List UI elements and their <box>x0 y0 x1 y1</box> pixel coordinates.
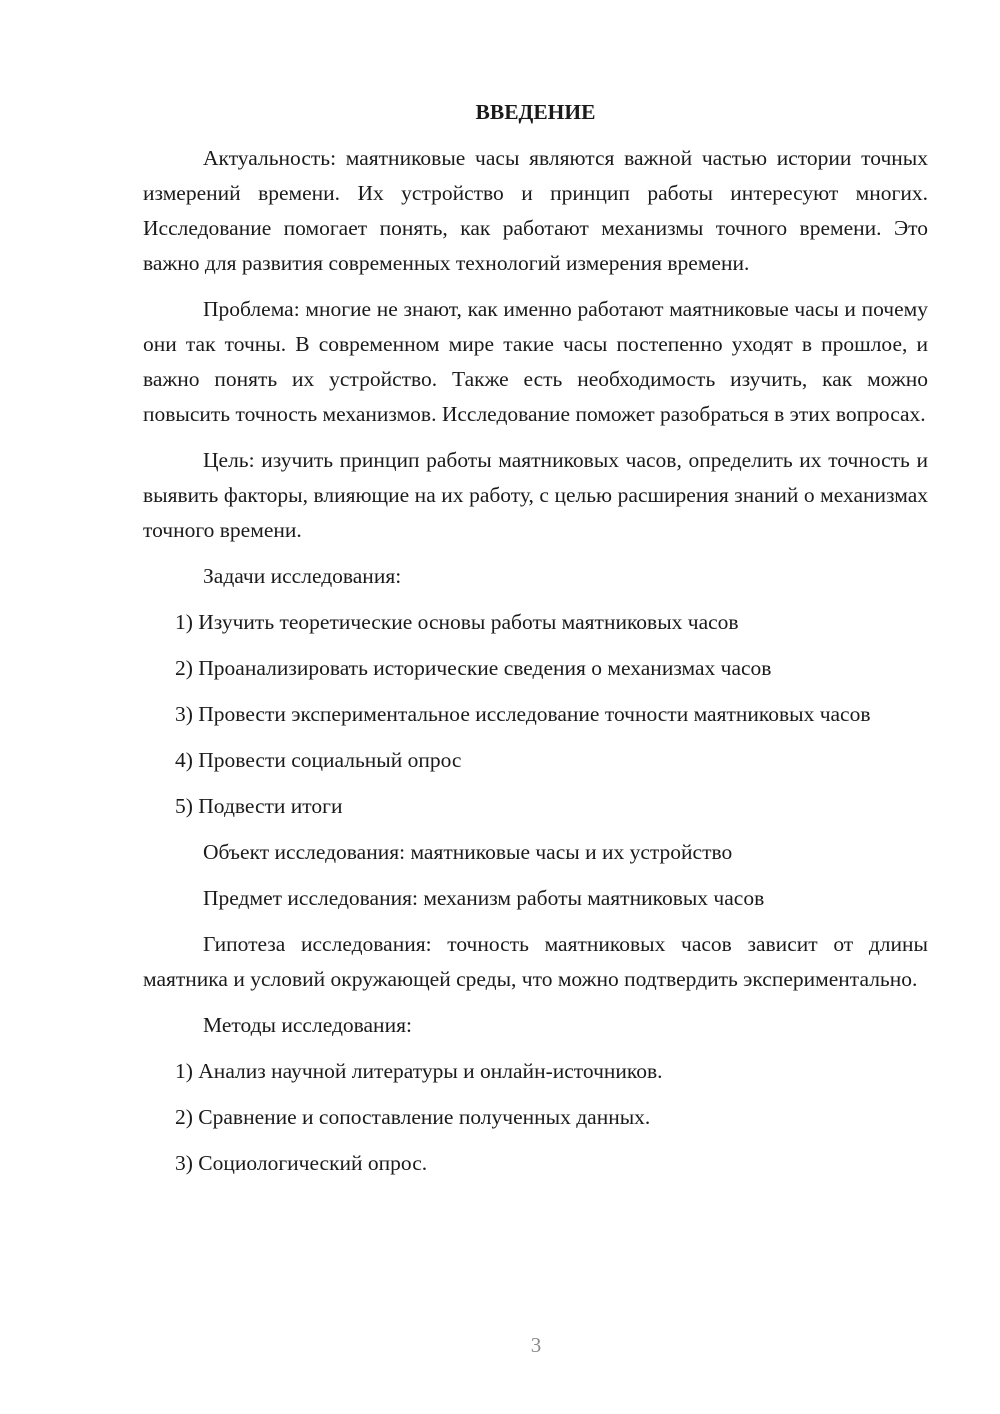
tasks-heading: Задачи исследования: <box>203 564 402 588</box>
task-item: 4) Провести социальный опрос <box>175 748 462 772</box>
subject-paragraph: Предмет исследования: механизм работы маятниковых часов <box>203 886 765 910</box>
section-title: ВВЕДЕНИЕ <box>475 100 596 124</box>
hypothesis-paragraph: Гипотеза исследования: точность маятниковых часов зависит от длины маятника и условий окружающей среды, что можно подтвердить экспериментально. <box>143 932 928 991</box>
task-item: 2) Проанализировать исторические сведения о механизмах часов <box>175 656 772 680</box>
page-number: 3 <box>530 1333 542 1357</box>
methods-heading: Методы исследования: <box>203 1013 412 1037</box>
method-item: 1) Анализ научной литературы и онлайн-источников. <box>175 1059 663 1083</box>
document-page <box>143 95 928 1192</box>
problem-paragraph: Проблема: многие не знают, как именно работают маятниковые часы и почему они так точны. В современном мире такие часы постепенно уходят в прошлое, и важно понять их устройство. Также есть необходимость изучить, как можно повысить точность механизмов. Исследование поможет разобраться в этих вопросах. <box>143 297 928 426</box>
relevance-paragraph: Актуальность: маятниковые часы являются важной частью истории точных измерений времени. Их устройство и принцип работы интересуют многих. Исследование помогает понять, как работают механизмы точного времени. Это важно для развития современных технологий измерения времени. <box>143 146 928 275</box>
task-item: 5) Подвести итоги <box>175 794 343 818</box>
method-item: 3) Социологический опрос. <box>175 1151 428 1175</box>
goal-paragraph: Цель: изучить принцип работы маятниковых часов, определить их точность и выявить факторы, влияющие на их работу, с целью расширения знаний о механизмах точного времени. <box>143 448 928 542</box>
method-item: 2) Сравнение и сопоставление полученных данных. <box>175 1105 651 1129</box>
object-paragraph: Объект исследования: маятниковые часы и их устройство <box>203 840 733 864</box>
task-item: 1) Изучить теоретические основы работы маятниковых часов <box>175 610 739 634</box>
task-item: 3) Провести экспериментальное исследование точности маятниковых часов <box>175 702 871 726</box>
